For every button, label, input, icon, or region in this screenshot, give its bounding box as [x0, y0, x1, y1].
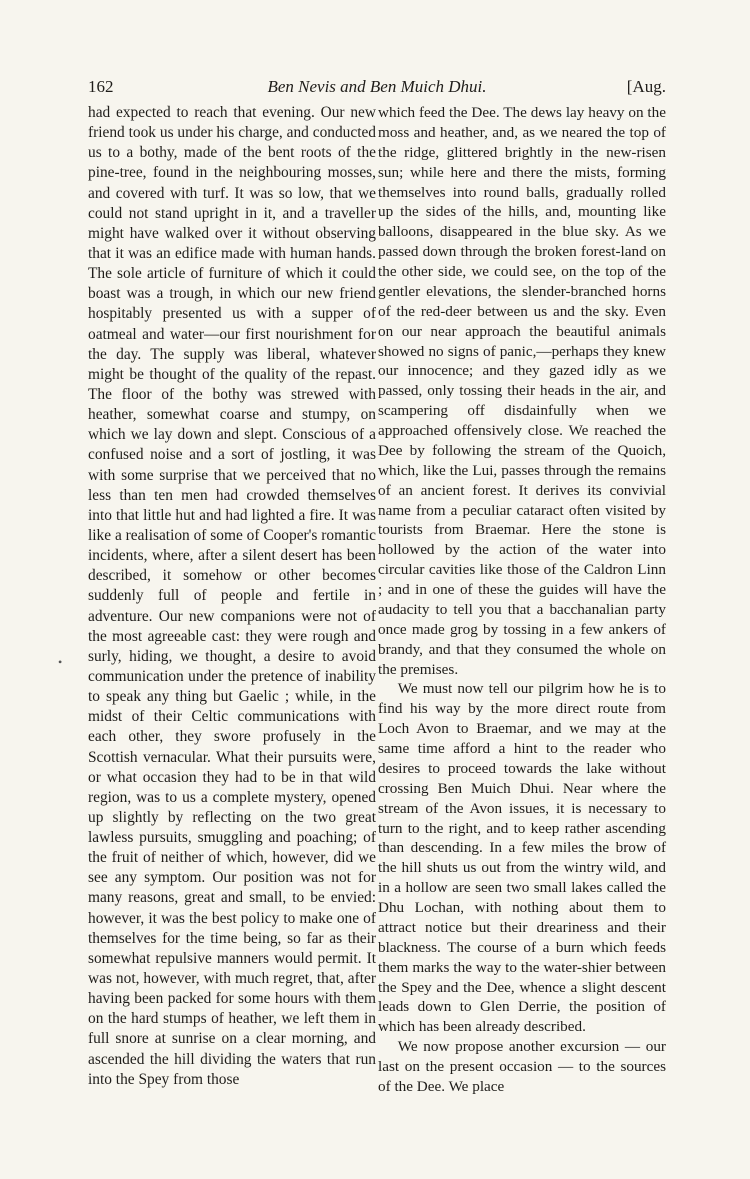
running-header — [88, 72, 666, 102]
right-column — [378, 103, 666, 1097]
page-number: 162 — [88, 77, 114, 96]
paragraph: had expected to reach that evening. Our new friend took us under his charge, and conducted us to a bothy, made of the bent roots of the pine-tree, found in the neighbouring mosses, and covered with turf. It was so low, that we could not stand upright in it, and a traveller might have walked over it without observing that it was an edifice made with human hands. The sole article of furniture of which it could boast was a trough, in which our new friend hospitably presented us with a supper of oatmeal and water—our first nourishment for the day. The supply was liberal, whatever might be thought of the quality of the repast. The floor of the bothy was strewed with heather, somewhat coarse and stumpy, on which we lay down and slept. Conscious of a confused noise and a sort of jostling, it was with some surprise that we perceived that no less than ten men had crowded themselves into that little hut and had lighted a fire. It was like a realisation of some of Cooper's romantic incidents, where, after a silent desert has been described, it somehow or other becomes suddenly full of people and fertile in adventure. Our new companions were not of the most agreeable cast: they were rough and surly, hiding, we thought, a desire to avoid communication under the pretence of inability to speak any thing but Gaelic ; while, in the midst of their Celtic communications with each other, they swore profusely in the Scottish vernacular. What their pursuits were, or what occasion they had to be in that wild region, was to us a complete mystery, opened up slightly by reflecting on the two great lawless pursuits, smuggling and poaching; of the fruit of neither of which, however, did we see any symptom. Our position was not for many reasons, great and small, to be envied: however, it was the best policy to make one of themselves for the time being, so far as their somewhat repulsive manners would permit. It was not, however, with much regret, that, after having been packed for some hours with them on the hard stumps of heather, we left them in full snore at sunrise on a clear morning, and ascended the hill dividing the waters that run into the Spey from those — [88, 104, 376, 1088]
running-title: Ben Nevis and Ben Muich Dhui. — [267, 77, 487, 96]
left-column — [88, 103, 376, 1090]
section-mark: [Aug. — [626, 77, 666, 96]
paragraph: We now propose another excursion — our last on the present occasion — to the sources of the Dee. We place — [378, 1038, 666, 1095]
paragraph: We must now tell our pilgrim how he is to find his way by the more direct route from Loch Avon to Braemar, and we may at the same time afford a hint to the reader who desires to proceed towards the lake without crossing Ben Muich Dhui. Near where the stream of the Avon issues, it is necessary to turn to the right, and to keep rather ascending than descending. In a few miles the brow of the hill shuts us out from the wintry wild, and in a hollow are seen two small lakes called the Dhu Lochan, with nothing about them to attract notice but their dreariness and their blackness. The course of a burn which feeds them marks the way to the water-shier between the Spey and the Dee, whence a slight descent leads down to Glen Derrie, the position of which has been already described. — [378, 680, 666, 1036]
paragraph: which feed the Dee. The dews lay heavy on the moss and heather, and, as we neared the top of the ridge, glittered brightly in the new-risen sun; while here and there the mists, forming themselves into round balls, gradually rolled up the sides of the hills, and, mounting like balloons, disappeared in the blue sky. As we passed down through the broken forest-land on the other side, we could see, on the top of the gentler elevations, the slender-branched horns of the red-deer between us and the sky. Even on our near approach the beautiful animals showed no signs of panic,—perhaps they knew our innocence; and they gazed idly as we passed, only tossing their heads in the air, and scampering off disdainfully when we approached offensively close. We reached the Dee by following the stream of the Quoich, which, like the Lui, passes through the remains of an ancient forest. It derives its convivial name from a peculiar cataract often visited by tourists from Braemar. Here the stone is hollowed by the action of the water into circular cavities like those of the Caldron Linn ; and in one of these the guides will have the audacity to tell you that a bacchanalian party once made grog by tossing in a few ankers of brandy, and that they consumed the whole on the premises. — [378, 104, 666, 678]
margin-mark: • — [58, 655, 63, 669]
